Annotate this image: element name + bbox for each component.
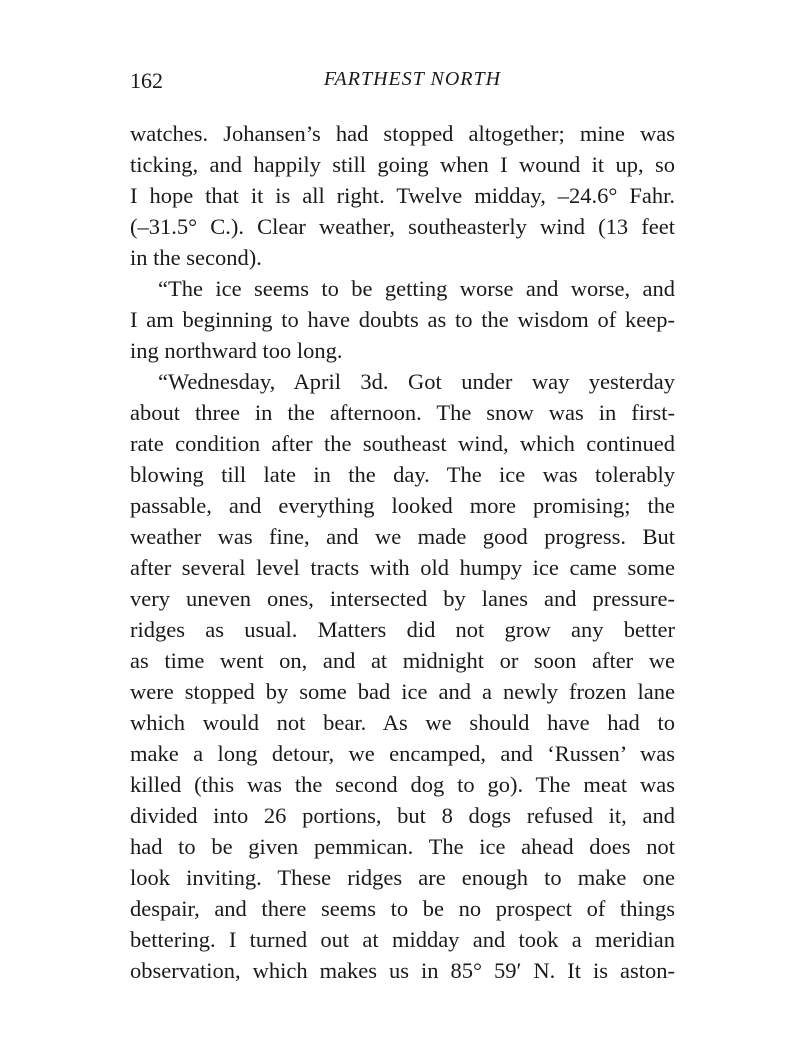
- text-line: blowing till late in the day. The ice was tolerably: [130, 462, 675, 487]
- text-line: I hope that it is all right. Twelve midday, –24.6° Fahr.: [130, 183, 675, 208]
- text-line: (–31.5° C.). Clear weather, southeasterly wind (13 feet: [130, 214, 675, 239]
- text-line: “The ice seems to be getting worse and worse, and: [158, 276, 675, 301]
- text-line: despair, and there seems to be no prospect of things: [130, 896, 675, 921]
- text-line: ing northward too long.: [130, 338, 343, 363]
- page-header: [130, 68, 675, 98]
- text-line: look inviting. These ridges are enough to make one: [130, 865, 675, 890]
- text-line: rate condition after the southeast wind, which continued: [130, 431, 675, 456]
- text-line: after several level tracts with old humpy ice came some: [130, 555, 675, 580]
- text-line: in the second).: [130, 245, 262, 270]
- body-text: [130, 118, 675, 986]
- text-line: ridges as usual. Matters did not grow any better: [130, 617, 675, 642]
- text-line: “Wednesday, April 3d. Got under way yesterday: [158, 369, 675, 394]
- text-line: weather was fine, and we made good progress. But: [130, 524, 675, 549]
- text-line: were stopped by some bad ice and a newly frozen lane: [130, 679, 675, 704]
- text-line: very uneven ones, intersected by lanes and pressure-: [130, 586, 675, 611]
- text-line: make a long detour, we encamped, and ‘Russen’ was: [130, 741, 675, 766]
- text-line: as time went on, and at midnight or soon after we: [130, 648, 675, 673]
- paragraph: [130, 273, 675, 366]
- running-head: FARTHEST NORTH: [323, 68, 502, 90]
- text-line: which would not bear. As we should have had to: [130, 710, 675, 735]
- text-line: bettering. I turned out at midday and took a meridian: [130, 927, 675, 952]
- paragraph: [130, 366, 675, 986]
- text-line: about three in the afternoon. The snow was in first-: [130, 400, 675, 425]
- text-line: divided into 26 portions, but 8 dogs refused it, and: [130, 803, 675, 828]
- text-line: ticking, and happily still going when I wound it up, so: [130, 152, 675, 177]
- text-line: passable, and everything looked more promising; the: [130, 493, 675, 518]
- paragraph: [130, 118, 675, 273]
- text-line: had to be given pemmican. The ice ahead does not: [130, 834, 675, 859]
- page-number: 162: [130, 68, 163, 93]
- text-line: observation, which makes us in 85° 59′ N. It is aston-: [130, 958, 675, 983]
- text-line: watches. Johansen’s had stopped altogether; mine was: [130, 121, 675, 146]
- text-line: I am beginning to have doubts as to the wisdom of keep-: [130, 307, 675, 332]
- text-line: killed (this was the second dog to go). The meat was: [130, 772, 675, 797]
